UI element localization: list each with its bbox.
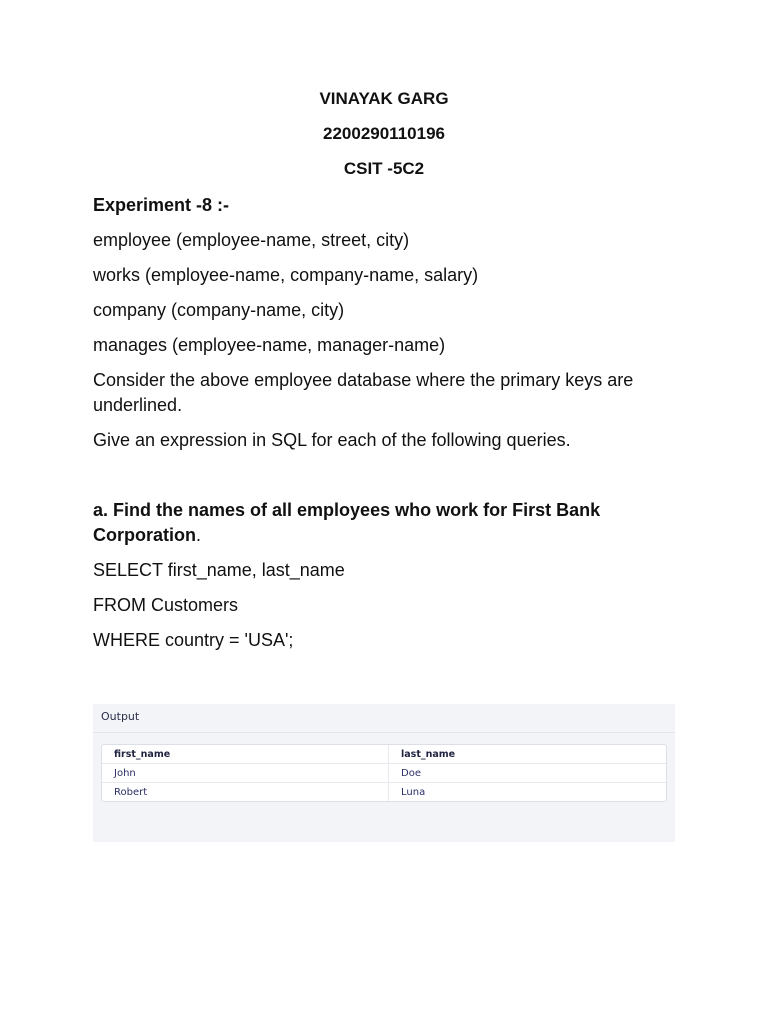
output-screenshot <box>93 704 675 842</box>
table-header-row <box>102 745 666 764</box>
primary-key-note: Consider the above employee database where the primary keys are underlined. <box>93 370 634 415</box>
column-header-last-name: last_name <box>389 745 666 764</box>
schema-company: company (company-name, city) <box>93 300 345 320</box>
document-page <box>93 88 675 663</box>
question-a-text: a. Find the names of all employees who work for First Bank Corporation <box>93 500 601 545</box>
sql-select: SELECT first_name, last_name <box>93 560 345 580</box>
cell-last-name: Doe <box>389 764 666 783</box>
table-row <box>102 764 666 783</box>
spacer <box>93 463 675 498</box>
cell-last-name: Luna <box>401 786 426 798</box>
column-header-first-name: first_name <box>102 745 389 764</box>
schema-works: works (employee-name, company-name, salary) <box>93 265 479 285</box>
question-a-end: . <box>196 525 202 545</box>
table-row <box>102 783 666 801</box>
roll-number: 2200290110196 <box>323 124 445 143</box>
author-name: VINAYAK GARG <box>319 89 449 108</box>
instruction: Give an expression in SQL for each of the following queries. <box>93 430 571 450</box>
section: CSIT -5C2 <box>343 159 425 178</box>
cell-first-name: Robert <box>102 783 389 801</box>
cell-first-name: John <box>102 764 389 783</box>
experiment-title: Experiment -8 :- <box>93 195 230 215</box>
schema-employee: employee (employee-name, street, city) <box>93 230 410 250</box>
output-label: Output <box>93 704 675 733</box>
sql-from: FROM Customers <box>93 595 239 615</box>
question-a <box>93 498 675 548</box>
sql-where: WHERE country = 'USA'; <box>93 630 294 650</box>
output-table <box>101 744 667 802</box>
schema-manages: manages (employee-name, manager-name) <box>93 335 446 355</box>
